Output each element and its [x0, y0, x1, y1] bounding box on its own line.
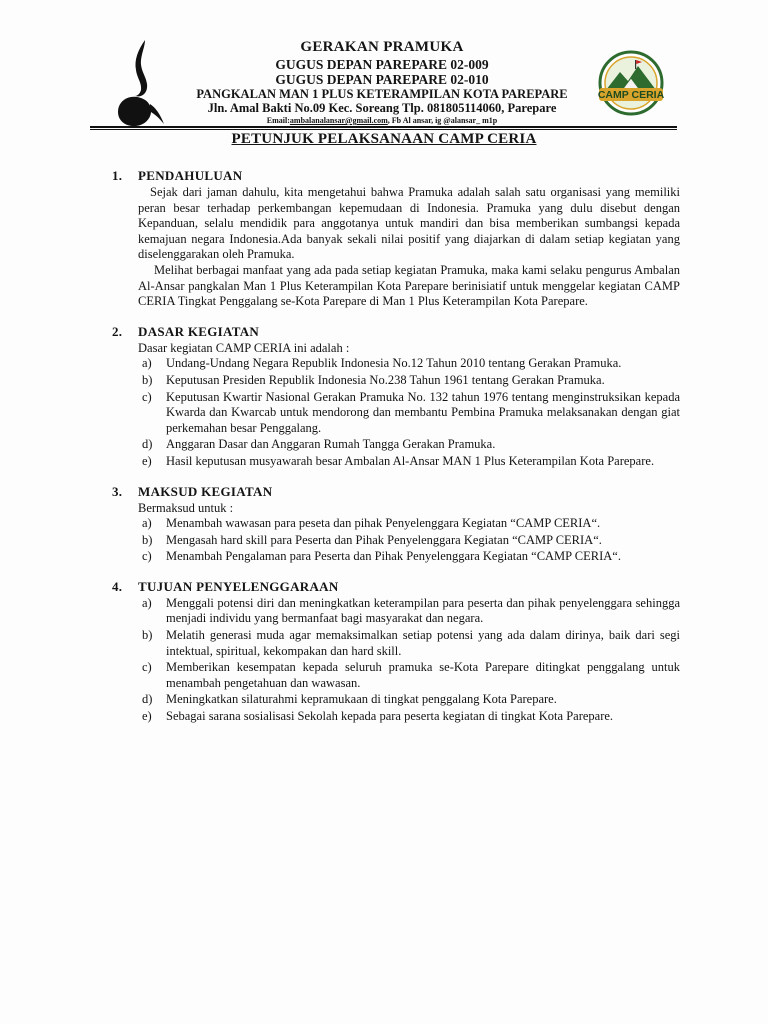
- letterhead-gugus-depan-1: GUGUS DEPAN PAREPARE 02-009: [275, 57, 489, 72]
- section-number: 4.: [112, 578, 123, 594]
- item-text: Menambah wawasan para peseta dan pihak Penyelenggara Kegiatan “CAMP CERIA“.: [166, 516, 601, 531]
- section-heading: MAKSUD KEGIATAN: [138, 483, 273, 499]
- item-text: Memberikan kesempatan kepada seluruh pramuka se-Kota Parepare ditingkat penggalang untuk menambah pengetahuan dan wawasan.: [166, 660, 680, 690]
- list-item: [142, 628, 680, 659]
- paragraph: Melihat berbagai manfaat yang ada pada setiap kegiatan Pramuka, maka kami selaku pengurus Ambalan Al-Ansar pangkalan Man 1 Plus Keterampilan Kota Parepare berinisiatif untuk menggelar kegiatan CAMP CERIA Tingkat Penggalang se-Kota Parepare di Man 1 Plus Keterampilan Kota Parepare.: [138, 262, 680, 309]
- item-label: b): [142, 532, 153, 547]
- list-item: [142, 709, 680, 725]
- section-maksud-kegiatan: [112, 484, 680, 565]
- item-label: c): [142, 389, 152, 404]
- section-pendahuluan: [112, 168, 680, 310]
- item-label: b): [142, 628, 153, 643]
- section-intro: Dasar kegiatan CAMP CERIA ini adalah :: [138, 340, 350, 355]
- item-text: Undang-Undang Negara Republik Indonesia No.12 Tahun 2010 tentang Gerakan Pramuka.: [166, 356, 622, 371]
- paragraph: Sejak dari jaman dahulu, kita mengetahui bahwa Pramuka adalah salah satu organisasi yang memiliki peran besar terhadap perkembangan kepemudaan di Indonesia. Pramuka yang dulu disebut dengan Kepanduan, selalu mendidik para anggotanya untuk mandiri dan bisa memberikan sumbangsi kepada kemajuan negara Indonesia.Ada banyak sekali nilai positif yang diajarkan di dalam setiap kegiatan yang diselenggarakan oleh Pramuka.: [138, 185, 680, 262]
- list-item: [142, 454, 680, 470]
- section-heading: PENDAHULUAN: [138, 168, 243, 183]
- letterhead-pangkalan: PANGKALAN MAN 1 PLUS KETERAMPILAN KOTA PAREPARE: [196, 87, 568, 101]
- list-item: [142, 356, 680, 372]
- document-title: PETUNJUK PELAKSANAAN CAMP CERIA: [231, 131, 537, 147]
- item-label: e): [142, 453, 152, 468]
- list-item: [142, 390, 680, 437]
- list-item: [142, 373, 680, 389]
- item-text: Hasil keputusan musyawarah besar Ambalan Al-Ansar MAN 1 Plus Keterampilan Kota Parepare.: [166, 453, 655, 468]
- item-text: Menggali potensi diri dan meningkatkan keterampilan para peserta dan pihak penyelenggara sehingga menjadi individu yang bermanfaat bagi masyarakat dan negara.: [166, 595, 680, 626]
- item-text: Melatih generasi muda agar memaksimalkan setiap potensi yang ada dalam dirinya, baik dari segi intektual, spiritual, kekompakan dan hard skill.: [166, 628, 680, 658]
- letterhead-address: Jln. Amal Bakti No.09 Kec. Soreang Tlp. 081805114060, Parepare: [207, 101, 557, 115]
- item-text: Sebagai sarana sosialisasi Sekolah kepada para peserta kegiatan di tingkat Kota Parepare.: [166, 709, 614, 724]
- item-text: Anggaran Dasar dan Anggaran Rumah Tangga Gerakan Pramuka.: [166, 437, 496, 452]
- item-text: Mengasah hard skill para Peserta dan Pihak Penyelenggara Kegiatan “CAMP CERIA“.: [166, 532, 602, 547]
- list: [112, 596, 680, 725]
- letterhead-organization: GERAKAN PRAMUKA: [300, 39, 464, 55]
- item-text: Keputusan Presiden Republik Indonesia No.238 Tahun 1961 tentang Gerakan Pramuka.: [166, 372, 605, 387]
- item-label: c): [142, 660, 152, 675]
- item-label: d): [142, 692, 153, 707]
- list: [112, 516, 680, 565]
- section-intro: Bermaksud untuk :: [138, 500, 234, 515]
- section-tujuan-penyelenggaraan: [112, 579, 680, 725]
- email-label: Email:: [266, 116, 290, 125]
- item-label: a): [142, 595, 152, 610]
- section-heading: DASAR KEGIATAN: [138, 323, 260, 339]
- pramuka-tunas-kelapa-logo: [112, 38, 166, 128]
- item-label: c): [142, 549, 152, 564]
- section-heading: TUJUAN PENYELENGGARAAN: [138, 578, 339, 594]
- email-link[interactable]: ambalanalansar@gmail.com: [289, 116, 388, 125]
- item-text: Menambah Pengalaman para Peserta dan Pihak Penyelenggara Kegiatan “CAMP CERIA“.: [166, 549, 621, 564]
- list-item: [142, 660, 680, 691]
- letterhead-rule-thick: [90, 126, 677, 128]
- item-label: a): [142, 516, 152, 531]
- item-text: Keputusan Kwartir Nasional Gerakan Pramuka No. 132 tahun 1976 tentang menginstruksikan kepada Kwarda dan Kwarcab untuk mendorong dan membantu Pembina Pramuka melaksanakan dengan giat perkemahan besar Penggalang.: [166, 389, 680, 435]
- item-label: b): [142, 372, 153, 387]
- letterhead-rule-thin: [90, 129, 677, 130]
- section-dasar-kegiatan: [112, 324, 680, 470]
- document-body: [112, 168, 680, 739]
- letterhead-gugus-depan-2: GUGUS DEPAN PAREPARE 02-010: [275, 72, 489, 87]
- item-label: a): [142, 356, 152, 371]
- section-number: 2.: [112, 323, 123, 339]
- item-label: d): [142, 437, 153, 452]
- list-item: [142, 596, 680, 627]
- section-number: 1.: [112, 168, 123, 183]
- list-item: [142, 692, 680, 708]
- item-text: Meningkatkan silaturahmi kepramukaan di tingkat penggalang Kota Parepare.: [166, 692, 557, 707]
- camp-ceria-logo: [598, 50, 664, 120]
- list-item: [142, 549, 680, 565]
- list-item: [142, 516, 680, 532]
- item-label: e): [142, 709, 152, 724]
- list: [112, 356, 680, 469]
- camp-ceria-logo-text: CAMP CERIA: [598, 89, 664, 101]
- list-item: [142, 437, 680, 453]
- letterhead-contact: [180, 116, 584, 125]
- social-handles: , Fb Al ansar, ig @alansar_ m1p: [387, 116, 498, 125]
- list-item: [142, 533, 680, 549]
- section-number: 3.: [112, 483, 123, 499]
